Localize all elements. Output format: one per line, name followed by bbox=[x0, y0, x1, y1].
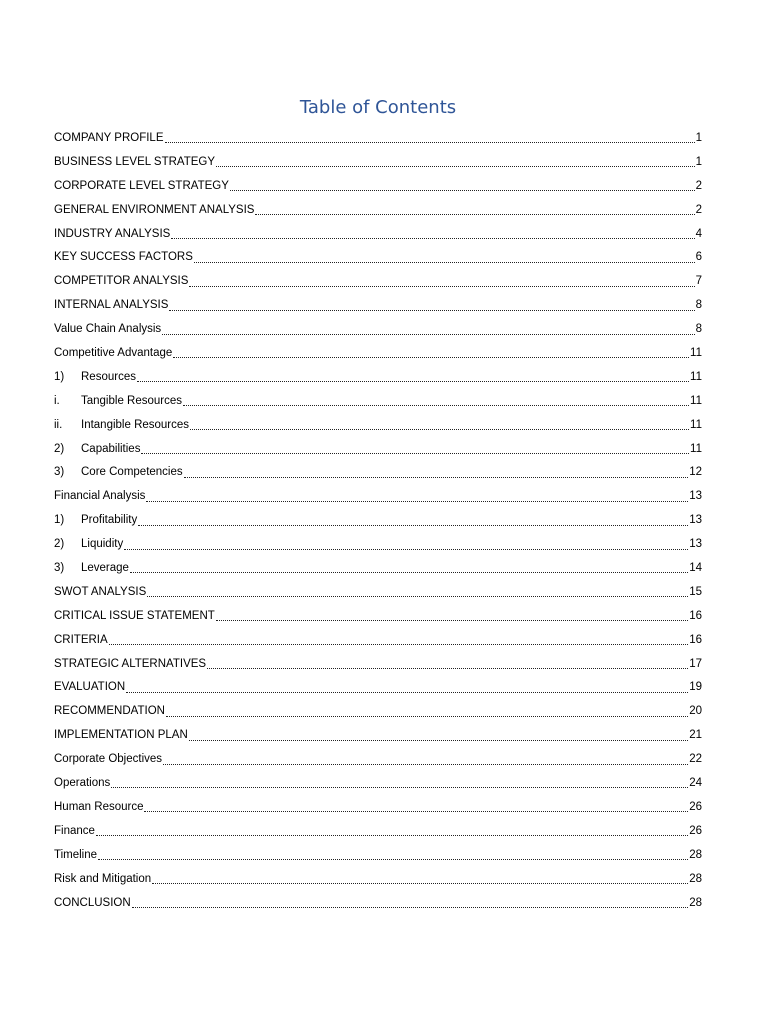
toc-entry-page-number: 13 bbox=[689, 514, 702, 527]
toc-entry[interactable] bbox=[54, 485, 702, 509]
dot-leader bbox=[152, 883, 688, 884]
toc-entry-page-number: 20 bbox=[689, 705, 702, 718]
toc-entry-label: Leverage bbox=[81, 562, 129, 575]
dot-leader bbox=[132, 907, 689, 908]
toc-entry-page-number: 6 bbox=[695, 251, 702, 264]
toc-entry-number: 3) bbox=[54, 466, 65, 479]
toc-entry[interactable] bbox=[54, 175, 702, 199]
toc-entry-label: Tangible Resources bbox=[81, 394, 183, 407]
toc-entry-page-number: 2 bbox=[695, 203, 702, 216]
dot-leader bbox=[255, 214, 694, 215]
dot-leader bbox=[147, 596, 688, 597]
toc-entry-number: 2) bbox=[54, 442, 65, 455]
dot-leader bbox=[216, 166, 695, 167]
toc-entry-page-number: 15 bbox=[689, 585, 702, 598]
toc-entry-label: Corporate Objectives bbox=[54, 753, 163, 766]
toc-entry-page-number: 11 bbox=[690, 394, 702, 407]
toc-entry[interactable] bbox=[54, 223, 702, 247]
toc-entry[interactable] bbox=[54, 581, 702, 605]
toc-entry-page-number: 7 bbox=[695, 275, 702, 288]
dot-leader bbox=[126, 692, 688, 693]
toc-entry[interactable] bbox=[54, 294, 702, 318]
toc-entry[interactable] bbox=[54, 390, 702, 414]
toc-entry-page-number: 16 bbox=[689, 609, 702, 622]
dot-leader bbox=[207, 668, 688, 669]
toc-entry-page-number: 2 bbox=[695, 179, 702, 192]
dot-leader bbox=[141, 453, 689, 454]
toc-entry[interactable] bbox=[54, 772, 702, 796]
toc-entry-label: INDUSTRY ANALYSIS bbox=[54, 227, 171, 240]
toc-entry[interactable] bbox=[54, 342, 702, 366]
dot-leader bbox=[194, 262, 695, 263]
toc-entry-page-number: 22 bbox=[689, 753, 702, 766]
toc-entry-page-number: 11 bbox=[690, 347, 702, 360]
toc-entry[interactable] bbox=[54, 414, 702, 438]
toc-entry[interactable] bbox=[54, 246, 702, 270]
toc-entry-label: Financial Analysis bbox=[54, 490, 146, 503]
toc-entry[interactable] bbox=[54, 557, 702, 581]
toc-entry-label: Intangible Resources bbox=[81, 418, 190, 431]
toc-entry-page-number: 8 bbox=[695, 323, 702, 336]
toc-entry[interactable] bbox=[54, 844, 702, 868]
dot-leader bbox=[130, 572, 688, 573]
toc-entry-page-number: 8 bbox=[695, 299, 702, 312]
toc-entry[interactable] bbox=[54, 868, 702, 892]
dot-leader bbox=[184, 477, 689, 478]
toc-entry[interactable] bbox=[54, 892, 702, 916]
dot-leader bbox=[171, 238, 694, 239]
dot-leader bbox=[124, 549, 688, 550]
toc-entry-page-number: 16 bbox=[689, 633, 702, 646]
toc-entry-label: COMPETITOR ANALYSIS bbox=[54, 275, 189, 288]
toc-entry[interactable] bbox=[54, 653, 702, 677]
toc-entry-label: CORPORATE LEVEL STRATEGY bbox=[54, 179, 229, 192]
toc-entry[interactable] bbox=[54, 461, 702, 485]
toc-entry-label: SWOT ANALYSIS bbox=[54, 585, 147, 598]
toc-entry-page-number: 4 bbox=[695, 227, 702, 240]
dot-leader bbox=[173, 357, 689, 358]
dot-leader bbox=[189, 740, 688, 741]
toc-entry[interactable] bbox=[54, 270, 702, 294]
toc-entry-label: CRITICAL ISSUE STATEMENT bbox=[54, 609, 215, 622]
toc-entry-label: GENERAL ENVIRONMENT ANALYSIS bbox=[54, 203, 255, 216]
dot-leader bbox=[96, 835, 688, 836]
toc-entry-page-number: 11 bbox=[690, 442, 702, 455]
toc-entry-label: INTERNAL ANALYSIS bbox=[54, 299, 169, 312]
toc-entry-label: RECOMMENDATION bbox=[54, 705, 165, 718]
toc-entry[interactable] bbox=[54, 820, 702, 844]
toc-entry[interactable] bbox=[54, 796, 702, 820]
toc-entry-number: i. bbox=[54, 394, 60, 407]
toc-entry-label: CRITERIA bbox=[54, 633, 108, 646]
toc-entry[interactable] bbox=[54, 724, 702, 748]
dot-leader bbox=[165, 142, 695, 143]
dot-leader bbox=[109, 644, 689, 645]
toc-entry-number: 1) bbox=[54, 514, 65, 527]
dot-leader bbox=[163, 764, 688, 765]
dot-leader bbox=[146, 501, 688, 502]
toc-entry-page-number: 11 bbox=[690, 418, 702, 431]
toc-entry[interactable] bbox=[54, 748, 702, 772]
dot-leader bbox=[190, 429, 689, 430]
toc-entry-label: Operations bbox=[54, 777, 111, 790]
dot-leader bbox=[138, 525, 688, 526]
toc-entry-label: STRATEGIC ALTERNATIVES bbox=[54, 657, 207, 670]
toc-entry[interactable] bbox=[54, 151, 702, 175]
toc-entry-page-number: 28 bbox=[689, 896, 702, 909]
dot-leader bbox=[216, 620, 688, 621]
toc-entry[interactable] bbox=[54, 605, 702, 629]
toc-entry[interactable] bbox=[54, 533, 702, 557]
toc-entry[interactable] bbox=[54, 438, 702, 462]
toc-entry-label: Risk and Mitigation bbox=[54, 872, 152, 885]
toc-entry-number: 3) bbox=[54, 562, 65, 575]
toc-entry-page-number: 28 bbox=[689, 872, 702, 885]
toc-entry-label: BUSINESS LEVEL STRATEGY bbox=[54, 155, 216, 168]
toc-entry[interactable] bbox=[54, 199, 702, 223]
toc-entry-label: Liquidity bbox=[81, 538, 124, 551]
toc-entry[interactable] bbox=[54, 676, 702, 700]
toc-entry-label: CONCLUSION bbox=[54, 896, 131, 909]
dot-leader bbox=[169, 310, 694, 311]
dot-leader bbox=[189, 286, 694, 287]
toc-entry-label: Competitive Advantage bbox=[54, 347, 173, 360]
toc-entry[interactable] bbox=[54, 629, 702, 653]
toc-entry-page-number: 12 bbox=[689, 466, 702, 479]
dot-leader bbox=[144, 811, 688, 812]
toc-entry[interactable] bbox=[54, 509, 702, 533]
toc-entry[interactable] bbox=[54, 127, 702, 151]
toc-entry-label: Profitability bbox=[81, 514, 138, 527]
toc-entry-number: 2) bbox=[54, 538, 65, 551]
toc-entry-label: Finance bbox=[54, 824, 95, 837]
dot-leader bbox=[98, 859, 688, 860]
toc-entry-page-number: 21 bbox=[689, 729, 702, 742]
dot-leader bbox=[162, 334, 694, 335]
toc-entry-page-number: 24 bbox=[689, 777, 702, 790]
toc-entry-label: KEY SUCCESS FACTORS bbox=[54, 251, 193, 264]
toc-entry-label: Timeline bbox=[54, 848, 98, 861]
toc-entry[interactable] bbox=[54, 366, 702, 390]
toc-entry-page-number: 11 bbox=[690, 370, 702, 383]
toc-entry-page-number: 1 bbox=[695, 155, 702, 168]
dot-leader bbox=[183, 405, 689, 406]
toc-entry-label: Core Competencies bbox=[81, 466, 183, 479]
toc-entry-page-number: 1 bbox=[695, 132, 702, 144]
toc-entry-page-number: 26 bbox=[689, 800, 702, 813]
toc-entry-page-number: 19 bbox=[689, 681, 702, 694]
toc-entry-label: Value Chain Analysis bbox=[54, 323, 162, 336]
toc-entry-label: Human Resource bbox=[54, 800, 144, 813]
toc-entry-label: Capabilities bbox=[81, 442, 141, 455]
toc-entry[interactable] bbox=[54, 318, 702, 342]
page-title: Table of Contents bbox=[299, 97, 457, 118]
toc-entry-number: ii. bbox=[54, 418, 63, 431]
toc-entry-label: Resources bbox=[81, 370, 136, 383]
dot-leader bbox=[111, 787, 688, 788]
toc-entry-page-number: 17 bbox=[689, 657, 702, 670]
toc-entry-page-number: 26 bbox=[689, 824, 702, 837]
toc-entry-label: IMPLEMENTATION PLAN bbox=[54, 729, 188, 742]
toc-entry-page-number: 13 bbox=[689, 538, 702, 551]
toc-entry-page-number: 13 bbox=[689, 490, 702, 503]
toc-entry-page-number: 14 bbox=[689, 562, 702, 575]
toc-list bbox=[54, 127, 702, 915]
toc-entry-page-number: 28 bbox=[689, 848, 702, 861]
toc-entry[interactable] bbox=[54, 700, 702, 724]
dot-leader bbox=[230, 190, 695, 191]
dot-leader bbox=[166, 716, 688, 717]
dot-leader bbox=[137, 381, 689, 382]
toc-entry-label: COMPANY PROFILE bbox=[54, 132, 164, 144]
toc-entry-label: EVALUATION bbox=[54, 681, 126, 694]
toc-entry-number: 1) bbox=[54, 370, 65, 383]
